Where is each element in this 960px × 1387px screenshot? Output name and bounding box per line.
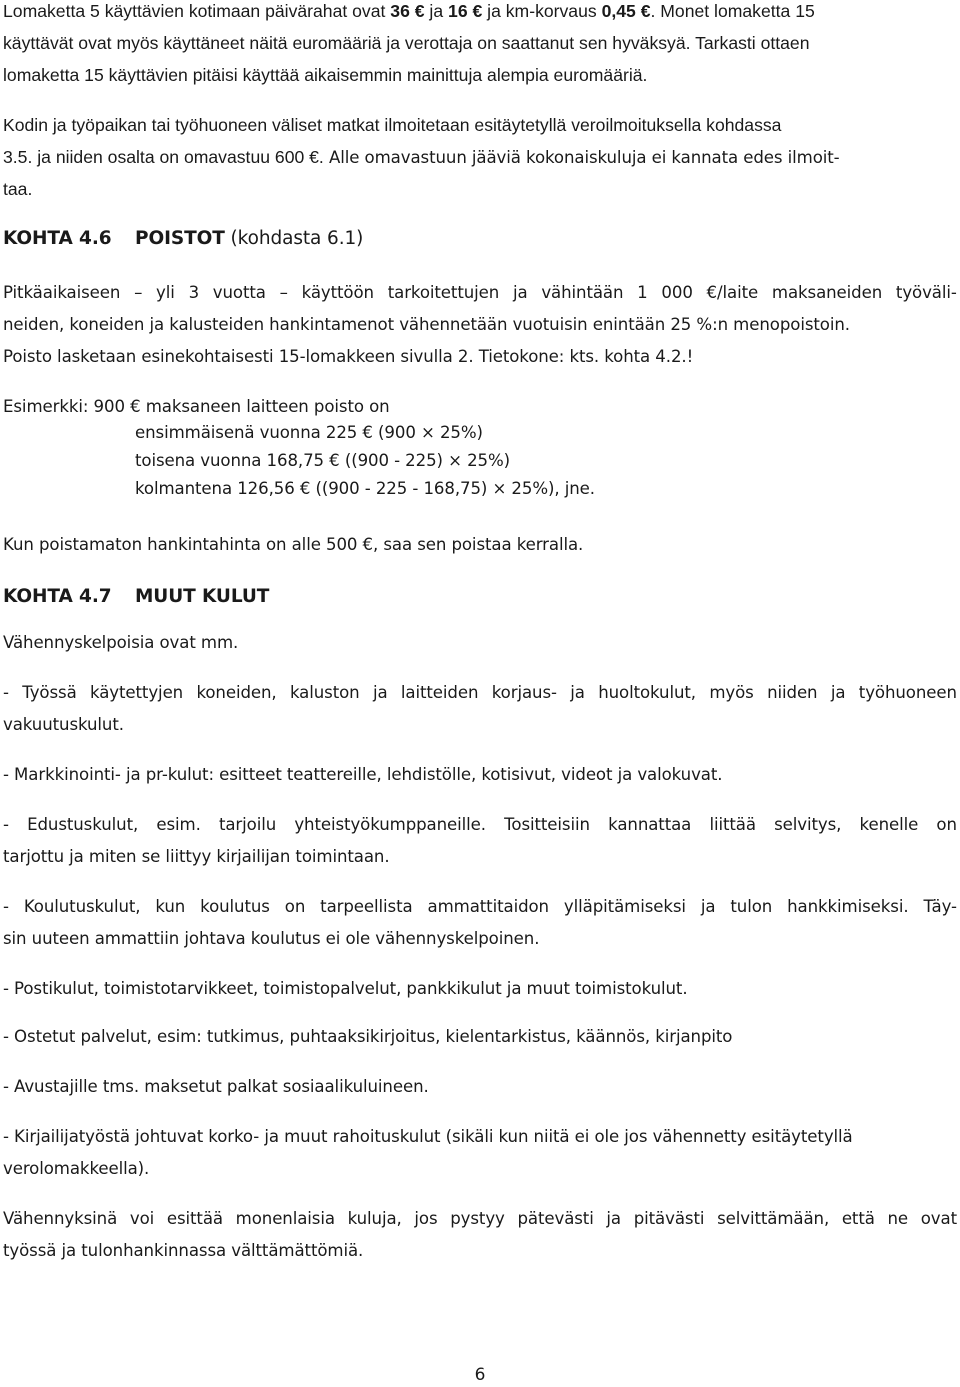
- section-heading-4-7: [3, 586, 957, 608]
- paragraph-allowances-line-2: käyttävät ovat myös käyttäneet näitä euromääriä ja verottaja on saattanut sen hyväksyä. Tarkasti ottaen: [3, 33, 810, 53]
- example-year-3: kolmantena 126,56 € ((900 - 225 - 168,75) × 25%), jne.: [135, 479, 595, 498]
- paragraph-under-500: Kun poistamaton hankintahinta on alle 500 €, saa sen poistaa kerralla.: [3, 535, 584, 554]
- list-item-continuation: sin uuteen ammattiin johtava koulutus ei ole vähennyskelpoinen.: [3, 929, 540, 948]
- example-intro: Esimerkki: 900 € maksaneen laitteen poisto on: [3, 397, 390, 416]
- closing-line-2: työssä ja tulonhankinnassa välttämättömiä.: [3, 1241, 364, 1260]
- example-year-2: toisena vuonna 168,75 € ((900 - 225) × 25%): [135, 451, 511, 470]
- closing-line-1: Vähennyksinä voi esittää monenlaisia kuluja, jos pystyy pätevästi ja pitävästi selvittämään, että ne ovat: [3, 1209, 957, 1228]
- deductibles-intro: Vähennyskelpoisia ovat mm.: [3, 633, 239, 652]
- section-heading-4-6: [3, 228, 957, 250]
- section-title: MUUT KULUT: [135, 586, 270, 607]
- section-number: KOHTA 4.7: [3, 586, 112, 607]
- list-item: - Työssä käytettyjen koneiden, kaluston ja laitteiden korjaus- ja huoltokulut, myös niiden ja työhuoneen: [3, 683, 957, 702]
- list-item: - Edustuskulut, esim. tarjoilu yhteistyökumppaneille. Tositteisiin kannattaa liittää selvitys, kenelle on: [3, 815, 957, 834]
- list-item-continuation: vakuutuskulut.: [3, 715, 124, 734]
- paragraph-allowances-line-3: lomaketta 15 käyttävien pitäisi käyttää aikaisemmin mainittuja alempia euromääriä.: [3, 65, 648, 85]
- paragraph-commute-line-3: taa.: [3, 179, 33, 199]
- km-allowance: 0,45 €: [601, 1, 651, 21]
- page-number: 6: [474, 1365, 486, 1385]
- paragraph-commute-line-2: 3.5. ja niiden osalta on omavastuu 600 €. Alle omavastuun jääviä kokonaiskuluja ei kannata edes ilmoit-: [3, 147, 840, 167]
- paragraph-commute-line-1: Kodin ja työpaikan tai työhuoneen väliset matkat ilmoitetaan esitäytetyllä veroilmoituksella kohdassa: [3, 115, 782, 135]
- list-item: - Ostetut palvelut, esim: tutkimus, puhtaaksikirjoitus, kielentarkistus, käännös, kirjanpito: [3, 1027, 733, 1046]
- section-number: KOHTA 4.6: [3, 228, 112, 249]
- paragraph-depreciation-line-1: Pitkäaikaiseen – yli 3 vuotta – käyttöön tarkoitettujen ja vähintään 1 000 €/laite maksaneiden työväli-: [3, 283, 957, 302]
- paragraph-depreciation-line-2: neiden, koneiden ja kalusteiden hankintamenot vähennetään vuotuisin enintään 25 %:n menopoistoin.: [3, 315, 850, 334]
- list-item-continuation: verolomakkeella).: [3, 1159, 150, 1178]
- example-year-1: ensimmäisenä vuonna 225 € (900 × 25%): [135, 423, 483, 442]
- list-item: - Koulutuskulut, kun koulutus on tarpeellista ammattitaidon ylläpitämiseksi ja tulon hankkimiseksi. Täy-: [3, 897, 957, 916]
- section-reference: (kohdasta 6.1): [224, 228, 364, 249]
- paragraph-allowances-line-1: Lomaketta 5 käyttävien kotimaan päivärahat ovat 36 € ja 16 € ja km-korvaus 0,45 €. Monet lomaketta 15: [3, 1, 815, 21]
- list-item: - Markkinointi- ja pr-kulut: esitteet teattereille, lehdistölle, kotisivut, videot ja valokuvat.: [3, 765, 723, 784]
- list-item: - Kirjailijatyöstä johtuvat korko- ja muut rahoituskulut (sikäli kun niitä ei ole jos vähennetty esitäytetyllä: [3, 1127, 853, 1146]
- section-title: POISTOT: [135, 228, 225, 249]
- daily-allowance-36: 36 €: [390, 1, 425, 21]
- paragraph-depreciation-line-3: Poisto lasketaan esinekohtaisesti 15-lomakkeen sivulla 2. Tietokone: kts. kohta 4.2.!: [3, 347, 694, 366]
- daily-allowance-16: 16 €: [448, 1, 483, 21]
- list-item: - Postikulut, toimistotarvikkeet, toimistopalvelut, pankkikulut ja muut toimistokulut.: [3, 979, 688, 998]
- list-item-continuation: tarjottu ja miten se liittyy kirjailijan toimintaan.: [3, 847, 390, 866]
- list-item: - Avustajille tms. maksetut palkat sosiaalikuluineen.: [3, 1077, 429, 1096]
